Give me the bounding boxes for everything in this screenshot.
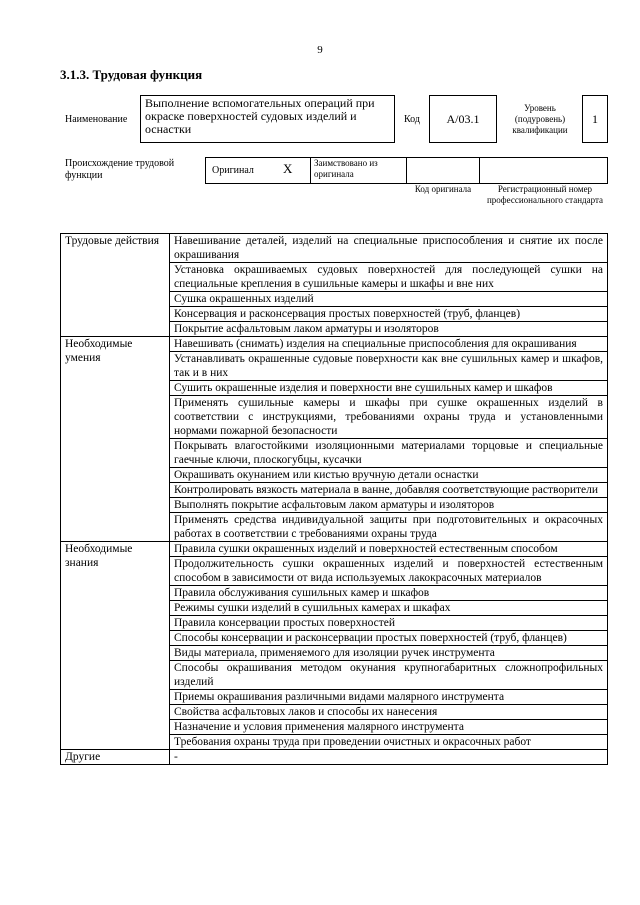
table-cell: Выполнять покрытие асфальтовым лаком арматуры и изоляторов [170, 498, 608, 513]
origin-divider-3 [479, 157, 480, 184]
origin-label: Происхождение трудовой функции [65, 158, 175, 181]
level-label: Уровень (подуровень) квалификации [512, 102, 568, 135]
table-cell: Применять сушильные камеры и шкафы при сушке окрашенных изделий в соответствии с инструкциями, требованиями охраны труда и установленными нормами пожарной безопасности [170, 396, 608, 439]
section-heading: 3.1.3. Трудовая функция [60, 67, 203, 82]
table-cell: Сушить окрашенные изделия и поверхности вне сушильных камер и шкафов [170, 381, 608, 396]
section-title: Необходимые умения [61, 337, 170, 542]
table-cell: Покрытие асфальтовым лаком арматуры и изоляторов [170, 322, 608, 337]
table-row [61, 337, 608, 352]
section-title: Трудовые действия [61, 234, 170, 337]
table-row [61, 542, 608, 557]
table-cell: Устанавливать окрашенные судовые поверхности как вне сушильных камер и шкафов, так и в них [170, 352, 608, 381]
table-cell: Продолжительность сушки окрашенных изделий и поверхностей естественным способом в зависимости от вида используемых лакокрасочных материалов [170, 557, 608, 586]
origin-divider-1 [310, 157, 311, 184]
table-cell: Свойства асфальтовых лаков и способы их нанесения [170, 705, 608, 720]
table-cell: Правила обслуживания сушильных камер и шкафов [170, 586, 608, 601]
table-cell: - [170, 750, 608, 765]
original-label: Оригинал [212, 165, 254, 176]
table-row [61, 750, 608, 765]
function-name-box [140, 95, 395, 143]
table-cell: Назначение и условия применения малярного инструмента [170, 720, 608, 735]
table-cell: Приемы окрашивания различными видами малярного инструмента [170, 690, 608, 705]
table-cell: Окрашивать окунанием или кистью вручную детали оснастки [170, 468, 608, 483]
table-row [61, 234, 608, 263]
borrowed-label: Заимствовано из оригинала [314, 158, 378, 179]
reg-number-caption: Регистрационный номер профессионального стандарта [486, 184, 604, 205]
section-title: Другие [61, 750, 170, 765]
function-details-table [60, 233, 608, 765]
code-original-caption: Код оригинала [414, 184, 472, 194]
table-cell: Покрывать влагостойкими изоляционными материалами торцовые и специальные гаечные ключи, плоскогубцы, кусачки [170, 439, 608, 468]
page-number: 9 [317, 44, 323, 56]
table-cell: Применять средства индивидуальной защиты при подготовительных и окрасочных работах в соответствии с требованиями охраны труда [170, 513, 608, 542]
table-cell: Способы окрашивания методом окунания крупногабаритных сложнопрофильных изделий [170, 661, 608, 690]
table-cell: Навешивание деталей, изделий на специальные приспособления и снятие их после окрашивания [170, 234, 608, 263]
table-cell: Виды материала, применяемого для изоляции ручек инструмента [170, 646, 608, 661]
table-cell: Требования охраны труда при проведении очистных и окрасочных работ [170, 735, 608, 750]
code-label: Код [404, 114, 420, 125]
name-label: Наименование [65, 114, 128, 125]
origin-divider-2 [406, 157, 407, 184]
function-name: Выполнение вспомогательных операций при окраске поверхностей судовых изделий и оснастки [145, 96, 375, 136]
original-mark: X [283, 161, 293, 176]
table-cell: Сушка окрашенных изделий [170, 292, 608, 307]
table-cell: Навешивать (снимать) изделия на специальные приспособления для окрашивания [170, 337, 608, 352]
table-cell: Правила консервации простых поверхностей [170, 616, 608, 631]
table-cell: Режимы сушки изделий в сушильных камерах и шкафах [170, 601, 608, 616]
table-cell: Консервация и расконсервация простых поверхностей (труб, фланцев) [170, 307, 608, 322]
table-cell: Правила сушки окрашенных изделий и поверхностей естественным способом [170, 542, 608, 557]
level-value: 1 [582, 95, 608, 143]
table-cell: Контролировать вязкость материала в ванне, добавляя соответствующие растворители [170, 483, 608, 498]
code-value: А/03.1 [429, 95, 497, 143]
table-cell: Способы консервации и расконсервации простых поверхностей (труб, фланцев) [170, 631, 608, 646]
section-title: Необходимые знания [61, 542, 170, 750]
table-cell: Установка окрашиваемых судовых поверхностей для последующей сушки на специальные крепления в сушильные камеры и шкафы и вне них [170, 263, 608, 292]
